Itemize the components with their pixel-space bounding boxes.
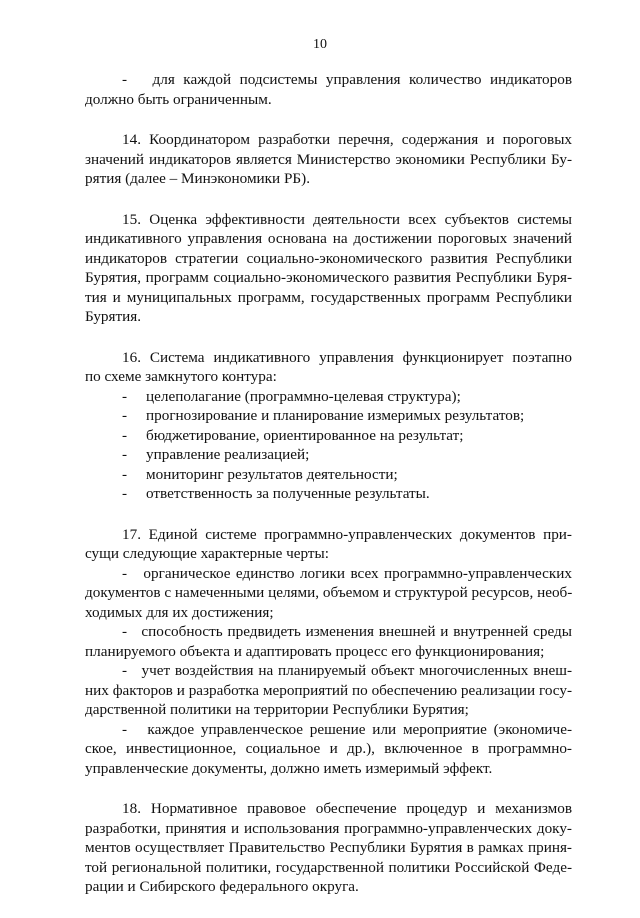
text-line: 17. Единой системе программно-управленческих документов при- [122, 525, 572, 543]
list-item [85, 445, 572, 465]
text-line: разработки, принятия и использования программно-управленческих доку- [85, 819, 572, 837]
list-item [85, 387, 572, 407]
text-line: - способность предвидеть изменения внешней и внутренней среды [122, 623, 572, 640]
text-line: 18. Нормативное правовое обеспечение процедур и механизмов [122, 800, 572, 817]
paragraph-14 [85, 130, 572, 189]
list-dash: - [122, 465, 128, 483]
list-item-text: ответственность за полученные результаты. [146, 485, 430, 502]
text-line: сущи следующие характерные черты: [85, 545, 329, 562]
text-line: - учет воздействия на планируемый объект многочисленных внеш- [122, 662, 572, 679]
text-line: ментов осуществляет Правительство Республики Бурятия в рамках приня- [85, 839, 572, 856]
text-line: индикаторов стратегии социально-экономического развития Республики [85, 249, 572, 267]
text-line: ходимых для их достижения; [85, 603, 274, 621]
text-line: рятия (далее – Минэкономики РБ). [85, 170, 311, 187]
list-item-text: бюджетирование, ориентированное на результат; [146, 426, 464, 444]
text-line: Бурятия, программ социально-экономического развития Республики Буря- [85, 269, 572, 286]
text-line: дарственной политики на территории Республики Бурятия; [85, 701, 469, 718]
text-line: них факторов и разработка мероприятий по обеспечению реализации госу- [85, 681, 572, 699]
paragraph-indicator-limit [85, 70, 572, 109]
text-line: индикативного управления основана на достижении пороговых значений [85, 230, 572, 247]
list-item-text: целеполагание (программно-целевая структура); [146, 387, 461, 405]
text-line: - для каждой подсистемы управления количество индикаторов [122, 71, 572, 88]
document-body [85, 70, 572, 918]
text-line: значений индикаторов является Министерство экономики Республики Бу- [85, 150, 572, 168]
list-dash: - [122, 387, 128, 405]
text-line: ское, инвестиционное, социальное и др.), включенное в программно- [85, 740, 572, 757]
text-line: планируемого объекта и адаптировать процесс его функционирования; [85, 642, 545, 660]
text-line: той региональной политики, государственной политики Российской Феде- [85, 858, 572, 876]
paragraph-15 [85, 210, 572, 327]
text-line: 14. Координатором разработки перечня, содержания и пороговых [122, 131, 572, 148]
list-item [85, 406, 572, 426]
text-line: управленческие документы, должно иметь измеримый эффект. [85, 759, 493, 777]
text-line: документов с намеченными целями, объемом и структурой ресурсов, необ- [85, 584, 573, 601]
paragraph-16 [85, 348, 572, 504]
text-line: 15. Оценка эффективности деятельности всех субъектов системы [122, 210, 572, 228]
list-dash: - [122, 426, 128, 444]
list-item [85, 484, 572, 504]
list-item-text: прогнозирование и планирование измеримых результатов; [146, 407, 525, 424]
list-item [85, 426, 572, 446]
text-line: тия и муниципальных программ, государственных программ Республики [85, 288, 572, 306]
text-line: - органическое единство логики всех программно-управленческих [122, 564, 572, 582]
text-line: - каждое управленческое решение или мероприятие (экономиче- [122, 720, 572, 738]
page-number: 10 [313, 37, 327, 52]
list-dash: - [122, 485, 128, 502]
text-line: Бурятия. [85, 308, 142, 325]
paragraph-18 [85, 799, 572, 897]
text-line: по схеме замкнутого контура: [85, 368, 277, 385]
text-line: должно быть ограниченным. [85, 90, 272, 108]
list-item [85, 465, 572, 485]
list-dash: - [122, 407, 128, 424]
text-line: 16. Система индикативного управления функционирует поэтапно [122, 348, 572, 366]
text-line: рации и Сибирского федерального округа. [85, 878, 359, 895]
list-item-text: управление реализацией; [146, 446, 310, 463]
list-dash: - [122, 446, 128, 463]
paragraph-17 [85, 525, 572, 779]
list-item-text: мониторинг результатов деятельности; [146, 465, 398, 483]
